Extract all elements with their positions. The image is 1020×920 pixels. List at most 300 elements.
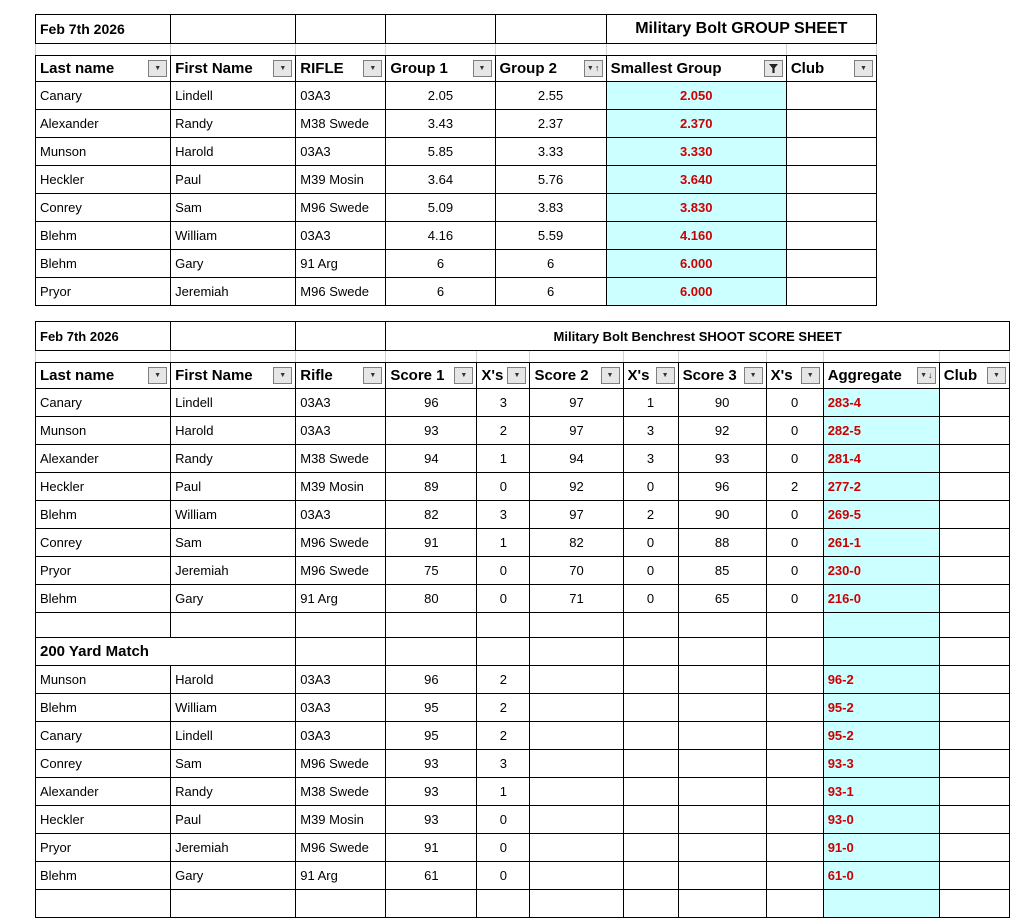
- table-cell: [386, 15, 495, 44]
- table-cell: [766, 806, 823, 834]
- table-cell: 97: [530, 417, 623, 445]
- table-cell: [939, 890, 1009, 918]
- table-cell: 0: [477, 834, 530, 862]
- date-row: [36, 322, 1010, 351]
- column-header-x-s: [623, 363, 678, 389]
- filter-button-x-s[interactable]: [801, 367, 820, 384]
- table-cell: 0: [623, 529, 678, 557]
- filter-button-aggregate[interactable]: [917, 367, 936, 384]
- aggregate-cell: 261-1: [823, 529, 939, 557]
- table-cell: Gary: [171, 250, 296, 278]
- table-cell: [939, 666, 1009, 694]
- table-row: [36, 138, 877, 166]
- table-row: [36, 278, 877, 306]
- dropdown-arrow-icon: ▼: [154, 372, 162, 379]
- dropdown-arrow-icon: ▼: [369, 372, 377, 379]
- date-row: [36, 15, 877, 44]
- dropdown-arrow-icon: ▼: [586, 65, 594, 72]
- table-cell: 0: [766, 529, 823, 557]
- table-cell: Blehm: [36, 250, 171, 278]
- table-cell: [678, 666, 766, 694]
- table-cell: Alexander: [36, 445, 171, 473]
- table-cell: 91 Arg: [296, 862, 386, 890]
- table-cell: [786, 82, 876, 110]
- table-cell: M38 Swede: [296, 445, 386, 473]
- table-cell: [766, 638, 823, 666]
- table-cell: 92: [678, 417, 766, 445]
- smallest-group-cell: 6.000: [606, 250, 786, 278]
- table-cell: 90: [678, 389, 766, 417]
- table-cell: M96 Swede: [296, 529, 386, 557]
- dropdown-arrow-icon: ▼: [606, 372, 614, 379]
- table-cell: [766, 694, 823, 722]
- table-cell: 82: [386, 501, 477, 529]
- table-cell: Canary: [36, 722, 171, 750]
- table-cell: M96 Swede: [296, 194, 386, 222]
- table-row: [36, 82, 877, 110]
- table-cell: [939, 638, 1009, 666]
- column-header-label: X's: [770, 367, 793, 384]
- table-cell: 71: [530, 585, 623, 613]
- column-header-label: Club: [943, 367, 978, 384]
- column-header-label: Last name: [40, 60, 115, 77]
- table-cell: M96 Swede: [296, 750, 386, 778]
- smallest-group-cell: 2.050: [606, 82, 786, 110]
- table-cell: Blehm: [36, 501, 171, 529]
- smallest-group-cell: 2.370: [606, 110, 786, 138]
- table-cell: 3.33: [495, 138, 606, 166]
- table-cell: M38 Swede: [296, 778, 386, 806]
- table-cell: 03A3: [296, 694, 386, 722]
- table-cell: [939, 834, 1009, 862]
- table-cell: [939, 806, 1009, 834]
- table-cell: [786, 194, 876, 222]
- table-cell: [678, 613, 766, 638]
- table-cell: [766, 778, 823, 806]
- table-cell: M39 Mosin: [296, 473, 386, 501]
- table-cell: 3: [477, 389, 530, 417]
- table-cell: [766, 722, 823, 750]
- funnel-icon: [769, 64, 778, 73]
- dropdown-arrow-icon: ▼: [749, 372, 757, 379]
- table-cell: [939, 389, 1009, 417]
- table-cell: 03A3: [296, 417, 386, 445]
- table-cell: [623, 722, 678, 750]
- table-cell: [623, 890, 678, 918]
- table-cell: 2.05: [386, 82, 495, 110]
- table-cell: 3.43: [386, 110, 495, 138]
- table-cell: [786, 222, 876, 250]
- filter-button-first-name[interactable]: [273, 367, 292, 384]
- table-cell: [939, 585, 1009, 613]
- section-label: 200 Yard Match: [36, 638, 296, 666]
- table-cell: 0: [623, 473, 678, 501]
- table-cell: [766, 890, 823, 918]
- dropdown-arrow-icon: ▼: [369, 65, 377, 72]
- table-cell: [296, 638, 386, 666]
- table-cell: 65: [678, 585, 766, 613]
- table-cell: 94: [530, 445, 623, 473]
- table-cell: 03A3: [296, 222, 386, 250]
- table-cell: [939, 473, 1009, 501]
- aggregate-cell: 93-1: [823, 778, 939, 806]
- column-header-label: Score 1: [390, 367, 445, 384]
- table-cell: 94: [386, 445, 477, 473]
- table-cell: Pryor: [36, 834, 171, 862]
- filter-button-group-2[interactable]: [584, 60, 603, 77]
- table-cell: [678, 834, 766, 862]
- table-cell: [623, 862, 678, 890]
- aggregate-cell: 93-3: [823, 750, 939, 778]
- table-cell: 4.16: [386, 222, 495, 250]
- table-cell: [678, 778, 766, 806]
- filter-button-club[interactable]: [987, 367, 1006, 384]
- table-cell: 0: [623, 557, 678, 585]
- column-header-score-3: [678, 363, 766, 389]
- table-cell: [171, 890, 296, 918]
- table-cell: [296, 890, 386, 918]
- aggregate-cell: 91-0: [823, 834, 939, 862]
- table-row: [36, 722, 1010, 750]
- table-row: [36, 222, 877, 250]
- aggregate-cell: 93-0: [823, 806, 939, 834]
- smallest-group-cell: 3.330: [606, 138, 786, 166]
- table-cell: [530, 694, 623, 722]
- dropdown-arrow-icon: ▼: [513, 372, 521, 379]
- group-sheet-table: [35, 14, 877, 306]
- table-cell: M39 Mosin: [296, 166, 386, 194]
- table-cell: [296, 322, 386, 351]
- table-cell: [530, 613, 623, 638]
- column-header-x-s: [477, 363, 530, 389]
- filter-button-score-1[interactable]: [454, 367, 473, 384]
- table-cell: [786, 138, 876, 166]
- table-cell: Blehm: [36, 222, 171, 250]
- table-cell: Munson: [36, 138, 171, 166]
- table-cell: [678, 862, 766, 890]
- filter-button-smallest-group[interactable]: [764, 60, 783, 77]
- filter-button-score-2[interactable]: [601, 367, 620, 384]
- table-cell: 93: [386, 806, 477, 834]
- table-cell: 92: [530, 473, 623, 501]
- dropdown-arrow-icon: ▼: [279, 65, 287, 72]
- table-cell: William: [171, 694, 296, 722]
- table-cell: [477, 890, 530, 918]
- table-cell: 03A3: [296, 501, 386, 529]
- table-cell: [623, 613, 678, 638]
- filter-button-last-name[interactable]: [148, 60, 167, 77]
- table-cell: [766, 613, 823, 638]
- table-cell: [786, 166, 876, 194]
- table-cell: [171, 613, 296, 638]
- sort-asc-icon: ↑: [594, 63, 600, 73]
- table-cell: [36, 613, 171, 638]
- table-cell: 80: [386, 585, 477, 613]
- table-row: [36, 585, 1010, 613]
- score-sheet-header-row: [36, 363, 1010, 389]
- table-cell: 2: [477, 666, 530, 694]
- score-sheet-table: [35, 321, 1010, 918]
- table-cell: 5.59: [495, 222, 606, 250]
- table-cell: Canary: [36, 389, 171, 417]
- table-cell: 1: [623, 389, 678, 417]
- table-cell: 5.76: [495, 166, 606, 194]
- aggregate-cell: 277-2: [823, 473, 939, 501]
- table-cell: [623, 778, 678, 806]
- column-header-club: [786, 56, 876, 82]
- column-header-aggregate: [823, 363, 939, 389]
- sort-desc-icon: ↓: [928, 370, 933, 380]
- aggregate-cell: 281-4: [823, 445, 939, 473]
- table-cell: Harold: [171, 417, 296, 445]
- table-cell: [386, 638, 477, 666]
- aggregate-cell: [823, 890, 939, 918]
- filter-button-x-s[interactable]: [656, 367, 675, 384]
- table-cell: 91 Arg: [296, 585, 386, 613]
- filter-button-rifle[interactable]: [363, 367, 382, 384]
- table-cell: [766, 750, 823, 778]
- table-cell: M96 Swede: [296, 834, 386, 862]
- table-cell: [786, 110, 876, 138]
- table-cell: 2.55: [495, 82, 606, 110]
- column-header-smallest-group: [606, 56, 786, 82]
- table-cell: 93: [386, 417, 477, 445]
- column-header-club: [939, 363, 1009, 389]
- table-cell: 96: [678, 473, 766, 501]
- table-cell: 82: [530, 529, 623, 557]
- filter-button-first-name[interactable]: [273, 60, 292, 77]
- table-cell: 2: [477, 722, 530, 750]
- table-cell: [939, 862, 1009, 890]
- table-cell: Conrey: [36, 750, 171, 778]
- table-cell: 0: [477, 585, 530, 613]
- table-cell: [939, 722, 1009, 750]
- table-cell: 85: [678, 557, 766, 585]
- filter-button-group-1[interactable]: [473, 60, 492, 77]
- dropdown-arrow-icon: ▼: [860, 65, 867, 72]
- table-cell: M39 Mosin: [296, 806, 386, 834]
- filter-button-x-s[interactable]: [507, 367, 526, 384]
- table-cell: 61: [386, 862, 477, 890]
- filter-button-rifle[interactable]: [363, 60, 382, 77]
- table-cell: [766, 666, 823, 694]
- dropdown-arrow-icon: ▼: [920, 372, 927, 379]
- table-cell: [678, 806, 766, 834]
- table-cell: 3: [623, 417, 678, 445]
- column-header-last-name: [36, 56, 171, 82]
- dropdown-arrow-icon: ▼: [460, 372, 468, 379]
- column-header-rifle: [296, 363, 386, 389]
- table-cell: 93: [386, 750, 477, 778]
- table-cell: 0: [623, 585, 678, 613]
- dropdown-arrow-icon: ▼: [478, 65, 486, 72]
- table-cell: [939, 750, 1009, 778]
- table-cell: [939, 613, 1009, 638]
- table-cell: 1: [477, 529, 530, 557]
- aggregate-cell: 282-5: [823, 417, 939, 445]
- table-row: [36, 529, 1010, 557]
- table-cell: [530, 862, 623, 890]
- table-cell: [477, 613, 530, 638]
- aggregate-cell: 95-2: [823, 694, 939, 722]
- table-cell: [623, 694, 678, 722]
- table-cell: 91: [386, 834, 477, 862]
- table-cell: M96 Swede: [296, 278, 386, 306]
- filter-button-score-3[interactable]: [744, 367, 763, 384]
- table-cell: Alexander: [36, 110, 171, 138]
- column-header-label: Smallest Group: [610, 60, 722, 77]
- table-cell: [766, 862, 823, 890]
- table-cell: 0: [766, 585, 823, 613]
- table-cell: [678, 750, 766, 778]
- column-header-label: X's: [481, 367, 504, 384]
- dropdown-arrow-icon: ▼: [806, 372, 814, 379]
- column-header-label: Aggregate: [827, 367, 902, 384]
- table-row: [36, 389, 1010, 417]
- column-header-label: Club: [790, 60, 825, 77]
- score-sheet-date: Feb 7th 2026: [36, 322, 171, 351]
- spacer-row: [36, 351, 1010, 363]
- table-cell: 0: [477, 806, 530, 834]
- table-row: [36, 834, 1010, 862]
- table-cell: 0: [477, 473, 530, 501]
- table-cell: Randy: [171, 445, 296, 473]
- table-row: [36, 194, 877, 222]
- table-cell: 0: [766, 557, 823, 585]
- table-cell: 03A3: [296, 82, 386, 110]
- table-cell: [495, 15, 606, 44]
- table-cell: 2: [477, 417, 530, 445]
- table-cell: 95: [386, 694, 477, 722]
- table-cell: [678, 694, 766, 722]
- table-cell: 2: [477, 694, 530, 722]
- table-cell: [678, 638, 766, 666]
- smallest-group-cell: 3.830: [606, 194, 786, 222]
- table-cell: 03A3: [296, 138, 386, 166]
- table-cell: Gary: [171, 862, 296, 890]
- table-cell: [623, 638, 678, 666]
- column-header-label: Rifle: [300, 367, 333, 384]
- aggregate-cell: [823, 613, 939, 638]
- aggregate-cell: 61-0: [823, 862, 939, 890]
- filter-button-club[interactable]: [854, 60, 873, 77]
- table-cell: 2: [766, 473, 823, 501]
- table-row: [36, 778, 1010, 806]
- table-cell: [296, 15, 386, 44]
- column-header-label: RIFLE: [300, 60, 344, 77]
- table-cell: [530, 750, 623, 778]
- column-header-first-name: [171, 56, 296, 82]
- table-cell: 3.83: [495, 194, 606, 222]
- table-cell: Harold: [171, 666, 296, 694]
- table-row: [36, 806, 1010, 834]
- column-header-group-2: [495, 56, 606, 82]
- table-cell: Munson: [36, 417, 171, 445]
- table-cell: 2: [623, 501, 678, 529]
- dropdown-arrow-icon: ▼: [279, 372, 287, 379]
- table-cell: [939, 529, 1009, 557]
- table-cell: Pryor: [36, 278, 171, 306]
- score-sheet-title: Military Bolt Benchrest SHOOT SCORE SHEET: [386, 322, 1010, 351]
- column-header-label: First Name: [175, 367, 253, 384]
- table-cell: Gary: [171, 585, 296, 613]
- table-cell: 90: [678, 501, 766, 529]
- table-cell: [939, 501, 1009, 529]
- table-cell: 5.85: [386, 138, 495, 166]
- aggregate-cell: 216-0: [823, 585, 939, 613]
- table-cell: [623, 666, 678, 694]
- table-cell: [939, 445, 1009, 473]
- table-cell: Paul: [171, 166, 296, 194]
- table-cell: 3: [477, 750, 530, 778]
- group-sheet-header-row: [36, 56, 877, 82]
- table-cell: 2.37: [495, 110, 606, 138]
- table-cell: Heckler: [36, 166, 171, 194]
- table-cell: 03A3: [296, 666, 386, 694]
- table-cell: Blehm: [36, 862, 171, 890]
- group-sheet-title: Military Bolt GROUP SHEET: [606, 15, 876, 44]
- table-cell: [623, 806, 678, 834]
- table-cell: Conrey: [36, 529, 171, 557]
- table-cell: 75: [386, 557, 477, 585]
- column-header-x-s: [766, 363, 823, 389]
- table-cell: 5.09: [386, 194, 495, 222]
- table-cell: 0: [766, 445, 823, 473]
- table-cell: 97: [530, 501, 623, 529]
- table-cell: Munson: [36, 666, 171, 694]
- table-cell: 6: [386, 278, 495, 306]
- table-cell: 0: [766, 417, 823, 445]
- table-cell: Conrey: [36, 194, 171, 222]
- table-row: [36, 501, 1010, 529]
- table-cell: [530, 806, 623, 834]
- table-cell: 6: [495, 250, 606, 278]
- table-cell: [530, 890, 623, 918]
- table-cell: 0: [766, 389, 823, 417]
- table-cell: 0: [477, 862, 530, 890]
- table-cell: Randy: [171, 110, 296, 138]
- column-header-score-2: [530, 363, 623, 389]
- table-cell: [678, 890, 766, 918]
- table-cell: 93: [386, 778, 477, 806]
- section-label-row: [36, 638, 1010, 666]
- table-cell: Lindell: [171, 389, 296, 417]
- table-cell: William: [171, 501, 296, 529]
- table-row: [36, 666, 1010, 694]
- column-header-score-1: [386, 363, 477, 389]
- table-cell: [530, 722, 623, 750]
- smallest-group-cell: 6.000: [606, 278, 786, 306]
- table-cell: [36, 890, 171, 918]
- filter-button-last-name[interactable]: [148, 367, 167, 384]
- column-header-label: X's: [627, 367, 650, 384]
- table-cell: 6: [495, 278, 606, 306]
- table-cell: [786, 278, 876, 306]
- table-cell: [477, 638, 530, 666]
- aggregate-cell: [823, 638, 939, 666]
- dropdown-arrow-icon: ▼: [154, 65, 162, 72]
- table-cell: Paul: [171, 806, 296, 834]
- table-cell: 1: [477, 445, 530, 473]
- table-cell: 93: [678, 445, 766, 473]
- table-cell: 96: [386, 666, 477, 694]
- table-row: [36, 445, 1010, 473]
- smallest-group-cell: 3.640: [606, 166, 786, 194]
- table-cell: Randy: [171, 778, 296, 806]
- column-header-label: Score 2: [534, 367, 589, 384]
- table-cell: Jeremiah: [171, 278, 296, 306]
- column-header-rifle: [296, 56, 386, 82]
